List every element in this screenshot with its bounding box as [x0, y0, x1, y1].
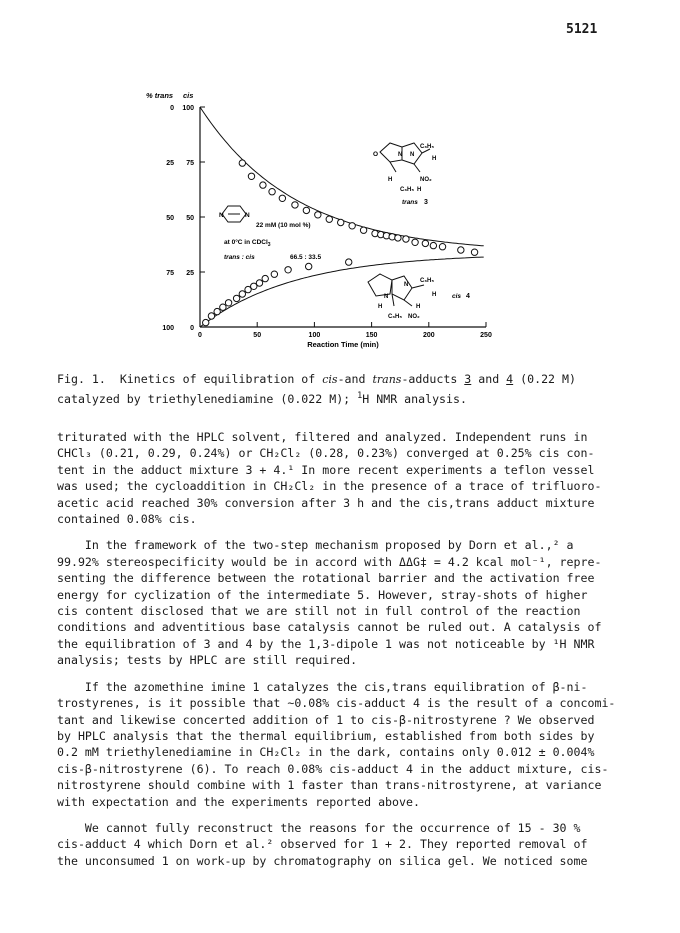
trans-data-point [360, 227, 366, 233]
svg-text:C₆H₅: C₆H₅ [388, 314, 403, 320]
trans-data-point [248, 173, 254, 179]
body-text [57, 429, 637, 869]
y-tick-label-cis: 100 [182, 105, 194, 112]
text-line: We cannot fully reconstruct the reasons for the occurrence of 15 - 30 % [57, 820, 581, 835]
y-axis-label-trans: % trans [146, 91, 174, 100]
text-line: tant and likewise concerted addition of 1 to cis-β-nitrostyrene ? We observed [57, 712, 595, 727]
ratio-label: trans : cis [224, 254, 255, 261]
svg-text:C₆H₅: C₆H₅ [400, 187, 415, 193]
text-line: trostyrenes, is it possible that ∼0.08% cis-adduct 4 is the result of a concomi- [57, 696, 616, 711]
y-tick-label-cis: 50 [186, 215, 194, 222]
x-tick-label: 100 [308, 332, 321, 339]
cis-series [203, 259, 352, 326]
svg-text:N: N [410, 152, 415, 158]
structure-cis-4 [368, 274, 424, 306]
cis-data-point [225, 300, 231, 306]
condition-text: at 0°C in CDCl$_3$ [224, 239, 271, 248]
y-tick-label-cis: 0 [190, 325, 194, 332]
y-tick-label-trans: 100 [162, 325, 174, 332]
kinetics-figure [0, 0, 680, 365]
cis-data-point [220, 304, 226, 310]
svg-text:N: N [398, 152, 403, 158]
trans-series [239, 160, 478, 255]
cis-data-point [271, 271, 277, 277]
cis-data-point [262, 275, 268, 281]
text-line: the unconsumed 1 on work-up by chromatography on silica gel. We noticed some [57, 853, 588, 868]
trans-data-point [458, 247, 464, 253]
text-line: cis content disclosed that we are still not in full control of the reaction [57, 604, 581, 619]
cis-data-point [214, 308, 220, 314]
x-tick-label: 50 [253, 332, 262, 339]
y-tick-label-cis: 25 [186, 270, 194, 277]
text-line: acetic acid reached 30% conversion after 3 h and the cis,trans adduct mixture [57, 495, 595, 510]
text-line: was used; the cycloaddition in CH₂Cl₂ in the presence of a trace of trifluoro- [57, 479, 602, 494]
text-line: 99.92% stereospecificity would be in accord with ΔΔG‡ = 4.2 kcal mol⁻¹, repre- [57, 554, 602, 569]
cis-data-point [233, 295, 239, 301]
x-ticks [198, 322, 492, 339]
y-tick-label-trans: 0 [170, 105, 174, 112]
svg-text:N: N [219, 212, 224, 219]
cis-data-point [256, 280, 262, 286]
trans-data-point [269, 189, 275, 195]
text-line: contained 0.08% cis. [57, 512, 197, 527]
y-tick-label-trans: 75 [166, 270, 174, 277]
svg-text:4: 4 [466, 293, 470, 300]
text-line: cis-β-nitrostyrene (6). To reach 0.08% cis-adduct 4 in the adduct mixture, cis- [57, 761, 609, 776]
text-line: triturated with the HPLC solvent, filtered and analyzed. Independent runs in [57, 430, 588, 444]
svg-text:H: H [432, 292, 437, 298]
text-line: In the framework of the two-step mechanism proposed by Dorn et al.,² a [57, 538, 574, 553]
svg-text:NO₂: NO₂ [408, 314, 420, 320]
trans-data-point [338, 219, 344, 225]
y-ticks [162, 105, 205, 332]
trans-data-point [239, 160, 245, 166]
x-tick-label: 250 [480, 332, 492, 339]
svg-text:H: H [416, 304, 421, 310]
text-line: with expectation and the experiments reported above. [57, 794, 420, 809]
text-line: by HPLC analysis that the thermal equilibrium, established from both sides by [57, 728, 595, 743]
text-line: the equilibration of 3 and 4 by the 1,3-dipole 1 was not noticeable by ¹H NMR [57, 636, 595, 651]
text-line: conditions and adventitious base catalysis cannot be ruled out. A catalysis of [57, 620, 602, 635]
paragraph-3 [57, 679, 637, 810]
text-line: cis-adduct 4 which Dorn et al.² observed for 1 + 2. They reported removal of [57, 837, 588, 852]
trans-data-point [403, 236, 409, 242]
trans-data-point [279, 195, 285, 201]
y-tick-label-trans: 50 [166, 215, 174, 222]
text-line: 0.2 mM triethylenediamine in CH₂Cl₂ in the dark, contains only 0.012 ± 0.004% [57, 745, 595, 760]
svg-text:trans: trans [402, 199, 418, 206]
y-axis-label-cis: cis [183, 91, 194, 100]
x-axis-label: Reaction Time (min) [307, 340, 379, 349]
trans-data-point [471, 249, 477, 255]
svg-text:H: H [378, 304, 383, 310]
cis-data-point [305, 263, 311, 269]
figure-caption: Fig. 1. Kinetics of equilibration of cis-and trans-adducts 3 and 4 (0.22 M) catalyzed by triethylenediamine (0.022 M); $^1$H NMR analysis. [57, 372, 576, 406]
svg-text:cis: cis [452, 293, 462, 300]
trans-data-point [260, 182, 266, 188]
cis-data-point [346, 259, 352, 265]
ratio-value: 66.5 : 33.5 [290, 254, 322, 261]
y-tick-label-trans: 25 [166, 160, 174, 167]
trans-data-point [315, 212, 321, 218]
text-line: If the azomethine imine 1 catalyzes the cis,trans equilibration of β-ni- [57, 679, 588, 694]
text-line: analysis; tests by HPLC are still required. [57, 653, 358, 668]
trans-data-point [395, 235, 401, 241]
text-line: tent in the adduct mixture 3 + 4.¹ In more recent experiments a teflon vessel [57, 462, 595, 477]
paragraph-2 [57, 537, 637, 668]
cis-data-point [203, 319, 209, 325]
x-tick-label: 0 [198, 332, 202, 339]
x-tick-label: 150 [365, 332, 378, 339]
text-line: senting the difference between the rotational barrier and the activation free [57, 571, 595, 586]
svg-text:3: 3 [424, 199, 428, 206]
trans-data-point [326, 216, 332, 222]
page-number: 5121 [566, 22, 598, 37]
trans-data-point [292, 202, 298, 208]
cis-data-point [285, 267, 291, 273]
cis-data-point [208, 313, 214, 319]
svg-text:C₆H₅: C₆H₅ [420, 278, 435, 284]
trans-data-point [303, 207, 309, 213]
trans-data-point [430, 242, 436, 248]
text-line: nitrostyrene should combine with 1 faster than trans-nitrostyrene, at variance [57, 778, 602, 793]
trans-data-point [349, 223, 355, 229]
svg-text:N: N [384, 294, 389, 300]
svg-text:N: N [245, 212, 250, 219]
x-tick-label: 200 [422, 332, 435, 339]
svg-text:O: O [373, 151, 379, 158]
svg-text:NO₂: NO₂ [420, 177, 432, 183]
trans-data-point [422, 240, 428, 246]
dabco-structure [219, 206, 250, 222]
trans-data-point [412, 239, 418, 245]
svg-text:C₆H₅: C₆H₅ [420, 144, 435, 150]
svg-text:N: N [404, 282, 409, 288]
svg-text:H: H [417, 187, 422, 193]
cis-data-point [239, 291, 245, 297]
svg-text:H: H [432, 156, 437, 162]
trans-data-point [439, 244, 445, 250]
y-tick-label-cis: 75 [186, 160, 194, 167]
paragraph-4 [57, 820, 637, 869]
catalyst-concentration: 22 mM (10 mol %) [256, 222, 311, 229]
svg-text:H: H [388, 177, 393, 183]
text-line: energy for cyclization of the intermediate 5. However, stray-shots of higher [57, 587, 588, 602]
paragraph-1 [57, 429, 637, 527]
text-line: CHCl₃ (0.21, 0.29, 0.24%) or CH₂Cl₂ (0.28, 0.23%) converged at 0.25% cis con- [57, 446, 595, 461]
